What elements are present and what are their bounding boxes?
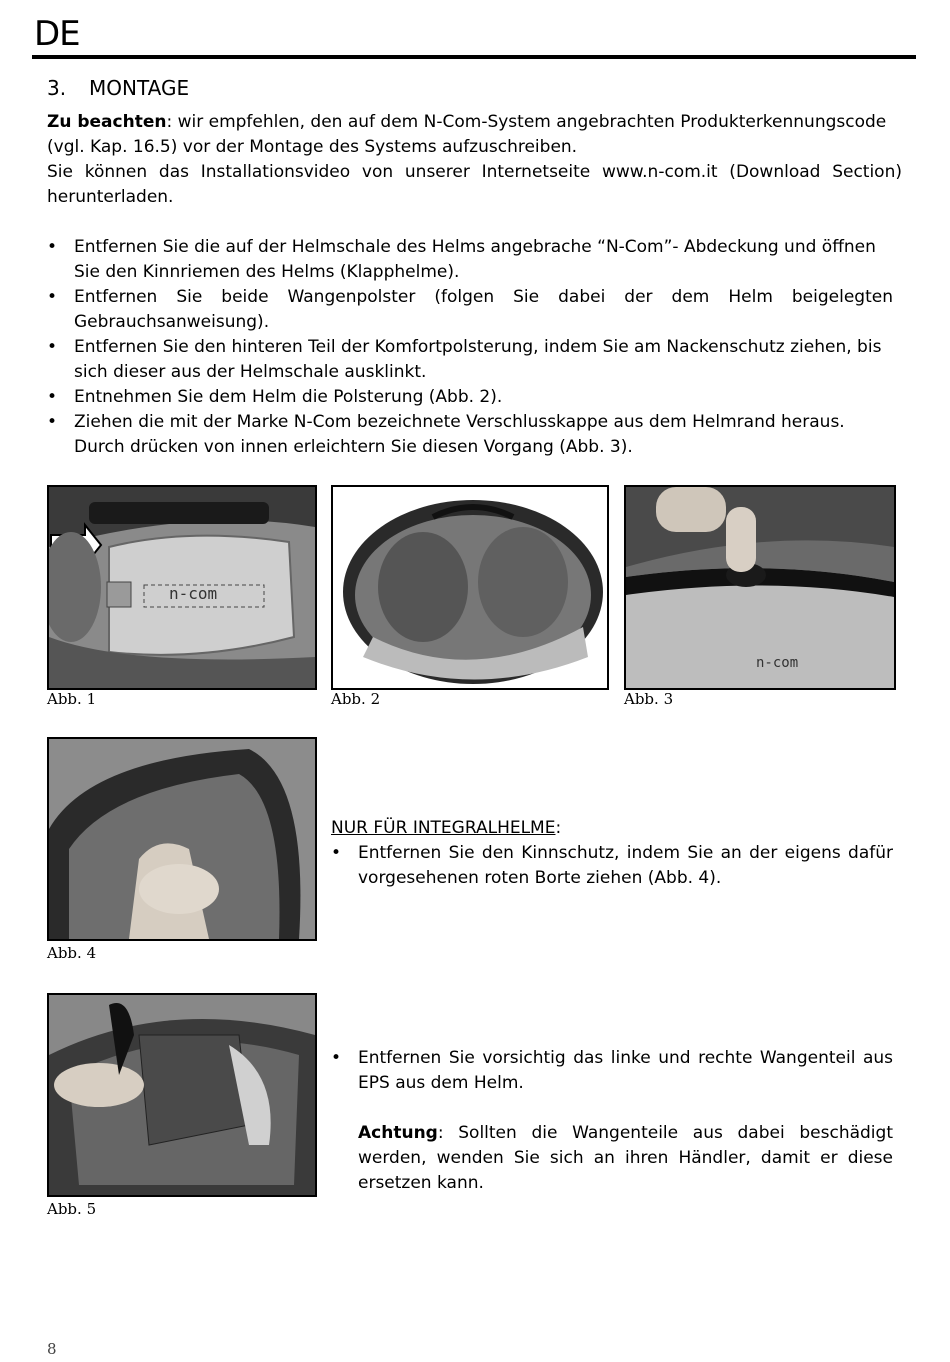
- caption-abb2: Abb. 2: [331, 690, 381, 708]
- list-item: • Entfernen Sie den hinteren Teil der Komfortpolsterung, indem Sie am Nackenschutz ziehen, bis sich dieser aus der Helmschale ausklinkt.: [47, 335, 893, 385]
- figure-abb2-photo: [331, 485, 609, 690]
- caption-abb4: Abb. 4: [47, 944, 97, 962]
- list-item: • Ziehen die mit der Marke N-Com bezeichnete Verschlusskappe aus dem Helmrand heraus. Durch drücken von innen erleichtern Sie diesen Vorgang (Abb. 3).: [47, 410, 893, 460]
- note-label: Zu beachten: [47, 112, 167, 132]
- caption-abb5: Abb. 5: [47, 1200, 97, 1218]
- steps-list: [47, 235, 893, 460]
- warning-label: Achtung: [358, 1123, 438, 1143]
- caption-abb3: Abb. 3: [624, 690, 674, 708]
- integral-section: [331, 816, 893, 891]
- list-item: • Entfernen Sie beide Wangenpolster (folgen Sie dabei der dem Helm beigelegten Gebrauchsanweisung).: [47, 285, 893, 335]
- caption-abb1: Abb. 1: [47, 690, 97, 708]
- language-code: DE: [34, 14, 80, 54]
- figure-abb1-photo: [47, 485, 317, 690]
- integral-title: NUR FÜR INTEGRALHELME: [331, 818, 556, 838]
- note-text: : wir empfehlen, den auf dem N-Com-System angebrachten Produkterkennungscode (vgl. Kap. 16.5) vor der Montage des Systems aufzuschreiben.: [47, 112, 887, 157]
- list-item: • Entnehmen Sie dem Helm die Polsterung (Abb. 2).: [47, 385, 893, 410]
- figure-abb5-photo: [47, 993, 317, 1197]
- section-title: MONTAGE: [89, 76, 190, 100]
- integral-colon: :: [555, 818, 562, 838]
- header-rule: [32, 55, 916, 59]
- list-item: • Entfernen Sie vorsichtig das linke und rechte Wangenteil aus EPS aus dem Helm.: [331, 1046, 893, 1096]
- list-item: • Entfernen Sie die auf der Helmschale des Helms angebrache “N-Com”- Abdeckung und öffnen Sie den Kinnriemen des Helms (Klapphelme).: [47, 235, 893, 285]
- section-heading: [47, 76, 189, 100]
- eps-warning: [331, 1121, 893, 1196]
- warning-text: : Sollten die Wangenteile aus dabei beschädigt werden, wenden Sie sich an ihren Händler, damit er diese ersetzen kann.: [358, 1123, 893, 1193]
- integral-heading: [331, 816, 893, 841]
- page-number: 8: [47, 1340, 57, 1358]
- download-line-1: Sie können das Installationsvideo von unserer Internetseite www.n-com.it (Download Section): [47, 162, 902, 182]
- abb1-logo-text: n-com: [169, 584, 218, 603]
- list-item: • Entfernen Sie den Kinnschutz, indem Sie an der eigens dafür vorgesehenen roten Borte ziehen (Abb. 4).: [331, 841, 893, 891]
- figure-abb3-photo: [624, 485, 896, 690]
- eps-section: [331, 1046, 893, 1196]
- download-line-2: herunterladen.: [47, 187, 174, 207]
- abb3-logo-text: n-com: [756, 655, 799, 671]
- figure-abb4-photo: [47, 737, 317, 941]
- section-number: 3.: [47, 76, 67, 100]
- note-paragraph: [47, 110, 902, 160]
